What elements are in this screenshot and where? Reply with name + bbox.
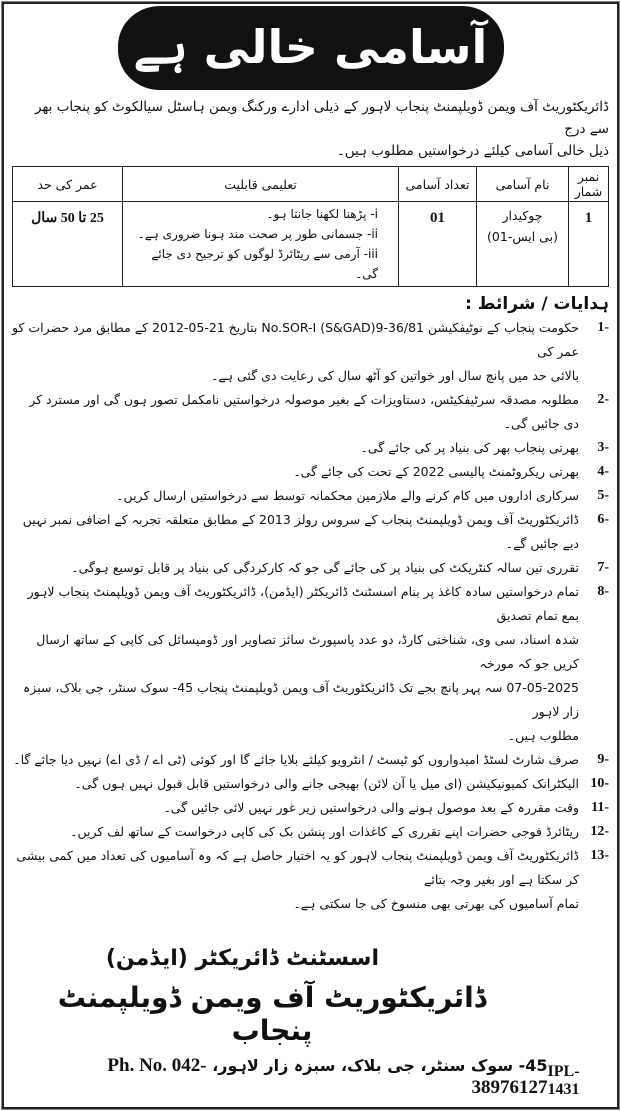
phone-number: Ph. No. 042-38976127 [107,1055,548,1098]
condition-item [12,820,609,844]
condition-text [12,388,579,436]
condition-number: -9 [597,752,609,767]
post-scale: (بی ایس-01) [487,229,558,244]
condition-number: -12 [590,824,609,839]
condition-item [12,316,609,388]
condition-number: -7 [597,560,609,575]
header-age: عمر کی حد [13,167,123,202]
condition-text [12,820,579,844]
condition-first-line: ڈائریکٹوریٹ آف ویمن ڈویلپمنٹ پنجاب لاہور کو یہ اختیار حاصل ہے کہ وہ آسامیوں کی تعداد میں کمی بیشی کر سکتا ہے اور بغیر وجہ بتائے [16,848,579,887]
condition-item [12,484,609,508]
qualification-item: iii- آرمی سے ریٹائرڈ لوگوں کو ترجیح دی جائے گی۔ [151,247,378,281]
condition-first-line: حکومت پنجاب کے نوٹیفکیشن No.SOR-I (S&GAD)9-36/81 بتاریخ 21-05-2012 کے مطابق مرد حضرات کو عمر کی [12,320,579,359]
condition-number: -2 [597,392,609,407]
cell-serial: 1 [569,202,609,287]
condition-continuation: 07-05-2025 سہ پہر پانچ بجے تک ڈائریکٹوریٹ آف ویمن ڈویلپمنٹ پنجاب 45- سوک سنٹر، جی بلاک، سبزہ زار لاہور [22,680,579,719]
condition-item [12,436,609,460]
condition-text [12,508,579,556]
condition-first-line: الیکٹرانک کمیونیکیشن (ای میل یا آن لائن) بھیجی جانے والی درخواستیں قابل قبول نہیں ہوں گی۔ [74,776,579,791]
condition-text [12,460,579,484]
condition-item [12,772,609,796]
condition-text [12,796,579,820]
condition-continuation: شدہ اسناد، سی وی، شناختی کارڈ، دو عدد پاسپورٹ سائز تصاویر اور ڈومیسائل کی کاپی کے ساتھ ارسال کریں جو کہ مورخہ [36,632,579,671]
header-post: نام آسامی [477,167,569,202]
condition-first-line: ریٹائرڈ فوجی حضرات اپنے تقرری کے کاغذات اور پنشن بک کی کاپی درخواست کے ساتھ لف کریں۔ [70,824,579,839]
condition-item [12,460,609,484]
conditions-heading: ہدایات / شرائط : [465,294,609,314]
condition-item [12,796,609,820]
vacancy-banner: آسامی خالی ہے [118,6,504,90]
condition-first-line: تمام درخواستیں سادہ کاغذ پر بنام اسسٹنٹ ڈائریکٹر (ایڈمن)، ڈائریکٹوریٹ آف ویمن ڈویلپمنٹ پنجاب لاہور بمع تمام تصدیق [27,584,579,623]
condition-item [12,508,609,556]
condition-number: -13 [590,848,609,863]
condition-text [12,772,579,796]
condition-item [12,556,609,580]
condition-first-line: مطلوبہ مصدقہ سرٹیفکیٹس، دستاویزات کے بغیر موصولہ درخواستیں نامکمل تصور ہوں گی اور مسترد کر دی جائیں گی۔ [29,392,579,431]
condition-number: -3 [597,440,609,455]
header-qualification: تعلیمی قابلیت [123,167,399,202]
condition-first-line: بھرتی ریکروٹمنٹ پالیسی 2022 کے تحت کی جائے گی۔ [293,464,579,479]
condition-text [12,556,579,580]
condition-continuation: تمام آسامیوں کی بھرتی بھی منسوخ کی جا سکتی ہے۔ [293,896,579,911]
condition-number: -1 [597,320,609,335]
cell-qualifications [123,202,399,287]
condition-first-line: بھرتی پنجاب بھر کی بنیاد پر کی جائے گی۔ [360,440,579,455]
condition-text [12,316,579,388]
condition-item [12,580,609,748]
ad-border [2,2,619,1109]
post-name: چوکیدار [502,208,543,223]
condition-number: -10 [590,776,609,791]
condition-text [12,580,579,748]
address: 45- سوک سنٹر، جی بلاک، سبزہ زار لاہور، [212,1056,548,1075]
condition-first-line: ڈائریکٹوریٹ آف ویمن ڈویلپمنٹ پنجاب کے سروس رولز 2013 کے مطابق متعلقہ تجربہ کے اضافی نمبر نہیں دیے جائیں گے۔ [22,512,579,551]
intro-line: ڈائریکٹوریٹ آف ویمن ڈویلپمنٹ پنجاب لاہور کے ذیلی ادارے ورکنگ ویمن ہاسٹل سیالکوٹ کو پنجاب بھر سے درج [34,99,609,137]
condition-item [12,748,609,772]
intro-line: ذیل خالی آسامی کیلئے درخواستیں مطلوب ہیں۔ [336,143,609,159]
intro-paragraph [12,96,609,162]
cell-age: 25 تا 50 سال [13,202,123,287]
condition-first-line: صرف شارٹ لسٹڈ امیدواروں کو ٹیسٹ / انٹرویو کیلئے بلایا جائے گا اور کوئی (ٹی اے / ڈی اے) نہیں دیا جائے گا۔ [13,752,579,767]
table-row [13,202,609,287]
condition-first-line: تقرری تین سالہ کنٹریکٹ کی بنیاد پر کی جائے گی جو کہ کارکردگی کی بنیاد پر قابل توسیع ہوگی۔ [71,560,579,575]
condition-continuation: بالائی حد میں پانچ سال اور خواتین کو آٹھ سال کی رعایت دی گئی ہے۔ [211,368,579,383]
qualification-item: ii- جسمانی طور پر صحت مند ہونا ضروری ہے۔ [137,227,378,241]
condition-item [12,844,609,916]
qualification-item: i- پڑھنا لکھنا جانتا ہو۔ [266,207,378,221]
condition-first-line: وقت مقررہ کے بعد موصول ہونے والی درخواستیں زیر غور نہیں لائی جائیں گی۔ [163,800,579,815]
condition-continuation: مطلوب ہیں۔ [507,728,579,743]
header-count: تعداد آسامی [399,167,477,202]
condition-number: -8 [597,584,609,599]
organization-name: ڈائریکٹوریٹ آف ویمن ڈویلپمنٹ پنجاب [57,981,487,1047]
condition-item [12,388,609,436]
condition-text [12,748,579,772]
cell-count: 01 [399,202,477,287]
conditions-list [12,316,609,916]
condition-number: -11 [591,800,609,815]
condition-number: -5 [597,488,609,503]
signatory-title: اسسٹنٹ ڈائریکٹر (ایڈمن) [105,946,379,971]
header-serial: نمبر شمار [569,167,609,202]
condition-first-line: سرکاری اداروں میں کام کرنے والے ملازمین محکمانہ توسط سے درخواستیں ارسال کریں۔ [116,488,579,503]
table-header-row [13,167,609,202]
cell-post [477,202,569,287]
vacancy-table [12,166,609,287]
condition-text [12,844,579,916]
address-line [52,1055,548,1099]
condition-number: -4 [597,464,609,479]
reference-code: IPL-1431 [547,1063,580,1098]
condition-number: -6 [597,512,609,527]
condition-text [12,436,579,460]
footer-row [12,1055,609,1099]
condition-text [12,484,579,508]
